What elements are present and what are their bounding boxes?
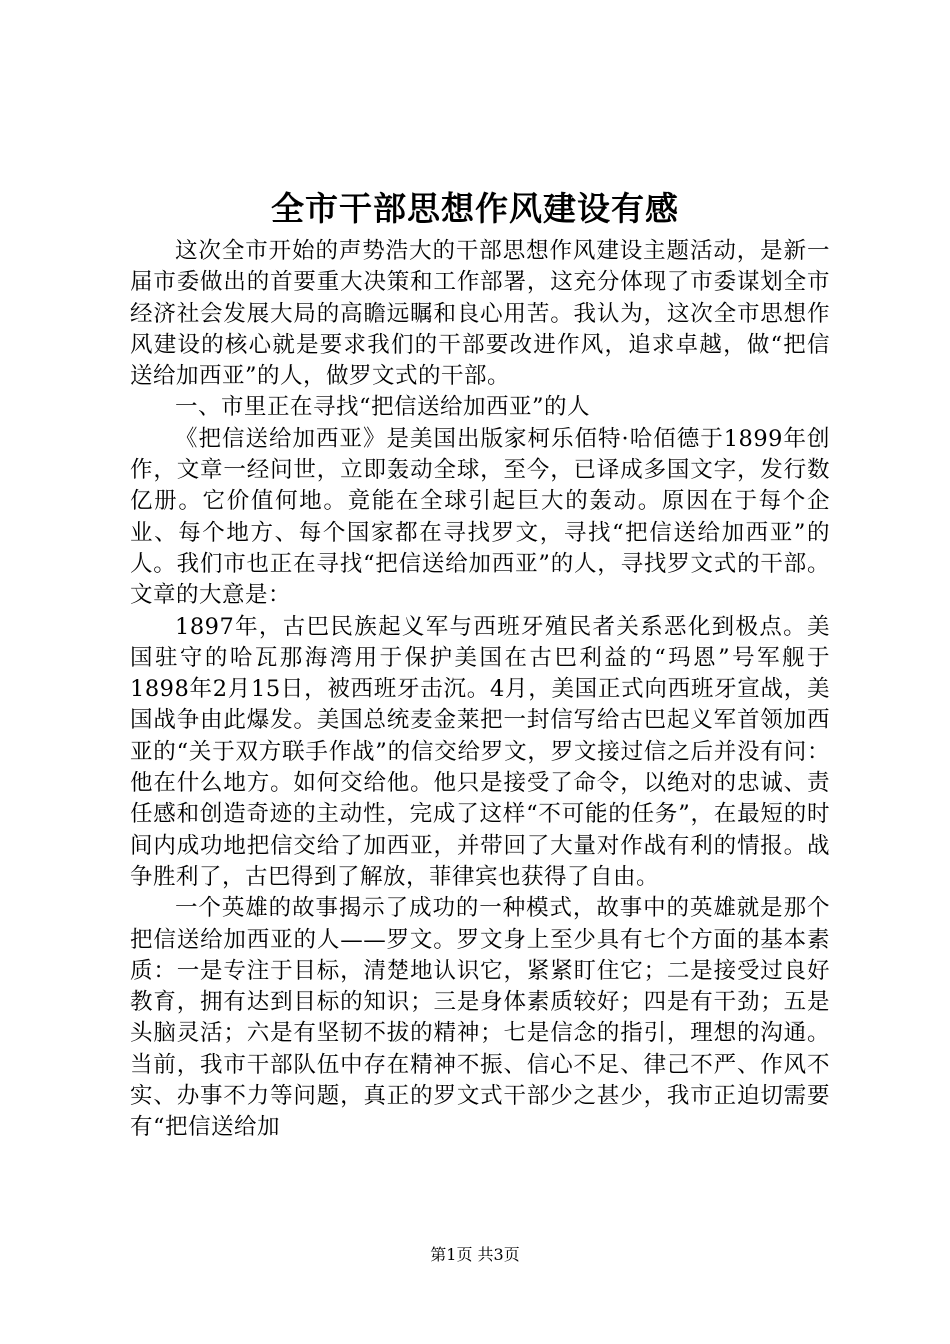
paragraph-qualities: 一个英雄的故事揭示了成功的一种模式，故事中的英雄就是那个把信送给加西亚的人——罗文。罗文身上至少具有七个方面的基本素质：一是专注于目标，清楚地认识它，紧紧盯住它；二是接受过良好教育，拥有达到目标的知识；三是身体素质较好；四是有干劲；五是头脑灵活；六是有坚韧不拔的精神；七是信念的指引，理想的沟通。当前，我市干部队伍中存在精神不振、信心不足、律己不严、作风不实、办事不力等问题，真正的罗文式干部少之甚少，我市正迫切需要有“把信送给加 — [130, 895, 830, 1141]
paragraph-book: 《把信送给加西亚》是美国出版家柯乐佰特·哈佰德于1899年创作，文章一经问世，立即轰动全球，至今，已译成多国文字，发行数亿册。它价值何地。竟能在全球引起巨大的轰动。原因在于每个企业、每个地方、每个国家都在寻找罗文，寻找“把信送给加西亚”的人。我们市也正在寻找“把信送给加西亚”的人，寻找罗文式的干部。文章的大意是： — [130, 425, 830, 609]
paragraph-story: 1897年，古巴民族起义军与西班牙殖民者关系恶化到极点。美国驻守的哈瓦那海湾用于保护美国在古巴利益的“玛恩”号军舰于1898年2月15日，被西班牙击沉。4月，美国正式向西班牙宣战，美国战争由此爆发。美国总统麦金莱把一封信写给古巴起义军首领加西亚的“关于双方联手作战”的信交给罗文，罗文接过信之后并没有问：他在什么地方。如何交给他。他只是接受了命令，以绝对的忠诚、责任感和创造奇迹的主动性，完成了这样“不可能的任务”，在最短的时间内成功地把信交给了加西亚，并带回了大量对作战有利的情报。战争胜利了，古巴得到了解放，菲律宾也获得了自由。 — [130, 613, 830, 890]
section-heading: 一、市里正在寻找“把信送给加西亚”的人 — [175, 394, 591, 421]
document-body — [130, 236, 830, 1144]
document-title: 全市干部思想作风建设有感 — [271, 189, 679, 228]
paragraph-intro: 这次全市开始的声势浩大的干部思想作风建设主题活动，是新一届市委做出的首要重大决策和工作部署，这充分体现了市委谋划全市经济社会发展大局的高瞻远瞩和良心用苦。我认为，这次全市思想作风建设的核心就是要求我们的干部要改进作风，追求卓越，做“把信送给加西亚”的人，做罗文式的干部。 — [130, 238, 830, 390]
page-footer: 第1页 共3页 — [430, 1245, 520, 1264]
